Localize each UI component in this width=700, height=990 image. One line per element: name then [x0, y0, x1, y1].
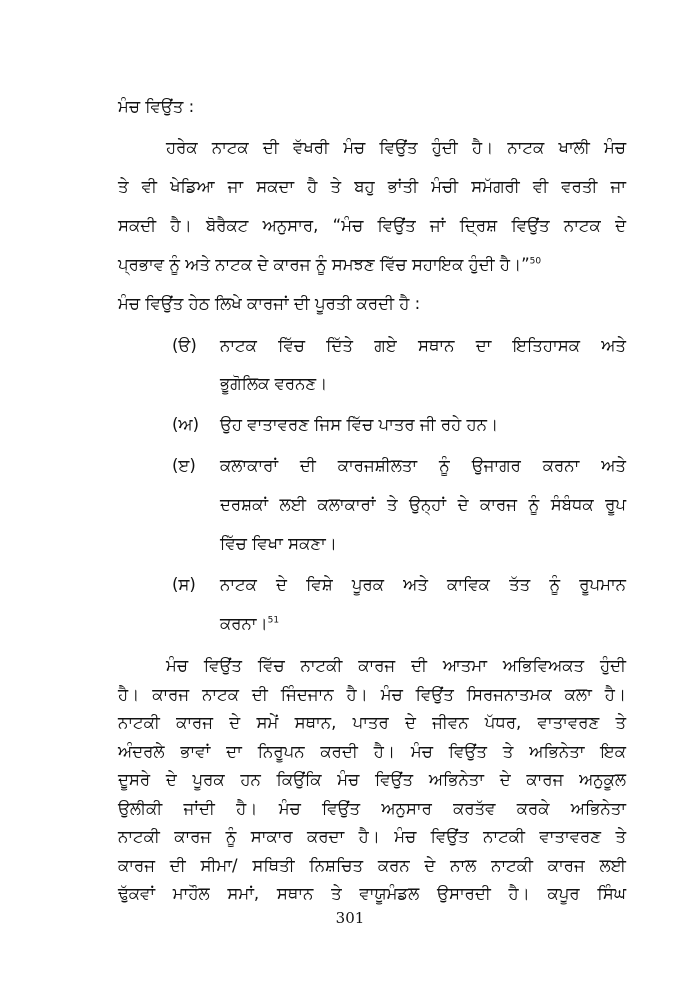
paragraph-line: ਨਾਟਕੀ ਕਾਰਜ ਦੇ ਸਮੇਂ ਸਥਾਨ, ਪਾਤਰ ਦੇ ਜੀਵਨ ਪੱਧਰ, ਵਾਤਾਵਰਣ ਤੇ — [118, 713, 626, 732]
paragraph-line: ਹੈ। ਕਾਰਜ ਨਾਟਕ ਦੀ ਜਿੰਦਜਾਨ ਹੈ। ਮੰਚ ਵਿਉਂਤ ਸਿਰਜਨਾਤਮਕ ਕਲਾ ਹੈ। — [118, 684, 626, 704]
list-item-line-with-footnote — [220, 612, 626, 636]
list-item-line: ਭੂਗੋਲਿਕ ਵਰਨਣ। — [220, 374, 328, 393]
list-item-line: ਨਾਟਕ ਵਿੱਚ ਦਿੱਤੇ ਗਏ ਸਥਾਨ ਦਾ ਇਤਿਹਾਸਕ ਅਤੇ — [220, 336, 626, 355]
paragraph-line: ਉਲੀਕੀ ਜਾਂਦੀ ਹੈ। ਮੰਚ ਵਿਉਂਤ ਅਨੁਸਾਰ ਕਰਤੱਵ ਕਰਕੇ ਅਭਿਨੇਤਾ — [118, 798, 626, 818]
paragraph-line: ਦੂਸਰੇ ਦੇ ਪੂਰਕ ਹਨ ਕਿਉਂਕਿ ਮੰਚ ਵਿਉਂਤ ਅਭਿਨੇਤਾ ਦੇ ਕਾਰਜ ਅਨੁਕੂਲ — [118, 770, 626, 789]
list-item-line: ਕਲਾਕਾਰਾਂ ਦੀ ਕਾਰਜਸ਼ੀਲਤਾ ਨੂੰ ਉਜਾਗਰ ਕਰਨਾ ਅਤੇ — [220, 456, 626, 475]
section-heading: ਮੰਚ ਵਿਉਂਤ : — [118, 97, 195, 116]
paragraph-line: ਨਾਟਕੀ ਕਾਰਜ ਨੂੰ ਸਾਕਾਰ ਕਰਦਾ ਹੈ। ਮੰਚ ਵਿਉਂਤ ਨਾਟਕੀ ਵਾਤਾਵਰਣ ਤੇ — [118, 827, 626, 846]
list-marker: (ੲ) — [172, 456, 196, 475]
list-marker: (ਸ) — [172, 575, 196, 594]
paragraph-line: ਤੇ ਵੀ ਖੇਡਿਆ ਜਾ ਸਕਦਾ ਹੈ ਤੇ ਬਹੁ ਭਾਂਤੀ ਮੰਚੀ ਸਮੱਗਰੀ ਵੀ ਵਰਤੀ ਜਾ — [118, 177, 626, 196]
footnote-marker: 51 — [267, 615, 280, 626]
paragraph-line: ਹਰੇਕ ਨਾਟਕ ਦੀ ਵੱਖਰੀ ਮੰਚ ਵਿਉਂਤ ਹੁੰਦੀ ਹੈ। ਨਾਟਕ ਖਾਲੀ ਮੰਚ — [166, 138, 626, 157]
paragraph-line: ਅੰਦਰਲੇ ਭਾਵਾਂ ਦਾ ਨਿਰੂਪਨ ਕਰਦੀ ਹੈ। ਮੰਚ ਵਿਉਂਤ ਤੇ ਅਭਿਨੇਤਾ ਇਕ — [118, 741, 626, 761]
list-item-line: ਕਰਨਾ। — [220, 614, 268, 633]
paragraph-line: ਕਾਰਜ ਦੀ ਸੀਮਾ/ ਸਥਿਤੀ ਨਿਸ਼ਚਿਤ ਕਰਨ ਦੇ ਨਾਲ ਨਾਟਕੀ ਕਾਰਜ ਲਈ — [118, 855, 626, 875]
list-item-line: ਨਾਟਕ ਦੇ ਵਿਸ਼ੇ ਪੂਰਕ ਅਤੇ ਕਾਵਿਕ ਤੱਤ ਨੂੰ ਰੂਪਮਾਨ — [220, 575, 626, 594]
list-marker: (ਅ) — [172, 415, 200, 434]
paragraph-line: ਮੰਚ ਵਿਉਂਤ ਹੇਠ ਲਿਖੇ ਕਾਰਜਾਂ ਦੀ ਪੂਰਤੀ ਕਰਦੀ ਹੈ : — [118, 294, 421, 313]
list-item-line: ਉਹ ਵਾਤਾਵਰਣ ਜਿਸ ਵਿੱਚ ਪਾਤਰ ਜੀ ਰਹੇ ਹਨ। — [220, 415, 499, 434]
paragraph-line: ਢੁੱਕਵਾਂ ਮਾਹੌਲ ਸਮਾਂ, ਸਥਾਨ ਤੇ ਵਾਯੂਮੰਡਲ ਉਸਾਰਦੀ ਹੈ। ਕਪੂਰ ਸਿੰਘ — [118, 884, 626, 903]
page-number: 301 — [335, 909, 365, 927]
paragraph-line: ਮੰਚ ਵਿਉਂਤ ਵਿੱਚ ਨਾਟਕੀ ਕਾਰਜ ਦੀ ਆਤਮਾ ਅਭਿਵਿਅਕਤ ਹੁੰਦੀ — [166, 656, 626, 675]
footnote-marker: 50 — [529, 256, 542, 267]
paragraph-line: ਪ੍ਰਭਾਵ ਨੂੰ ਅਤੇ ਨਾਟਕ ਦੇ ਕਾਰਜ ਨੂੰ ਸਮਝਣ ਵਿੱਚ ਸਹਾਇਕ ਹੁੰਦੀ ਹੈ।” — [118, 255, 530, 274]
list-marker: (ੳ) — [172, 336, 197, 355]
list-item-line: ਵਿੱਚ ਵਿਖਾ ਸਕਣਾ। — [220, 534, 337, 553]
paragraph-line: ਸਕਦੀ ਹੈ। ਬੋਰੈਕਟ ਅਨੁਸਾਰ, “ਮੰਚ ਵਿਉਂਤ ਜਾਂ ਦ੍ਰਿਸ਼ ਵਿਉਂਤ ਨਾਟਕ ਦੇ — [118, 216, 626, 235]
paragraph-line-with-footnote — [118, 253, 626, 277]
list-item-line: ਦਰਸ਼ਕਾਂ ਲਈ ਕਲਾਕਾਰਾਂ ਤੇ ਉਨ੍ਹਾਂ ਦੇ ਕਾਰਜ ਨੂੰ ਸੰਬੰਧਕ ਰੂਪ — [220, 495, 626, 514]
